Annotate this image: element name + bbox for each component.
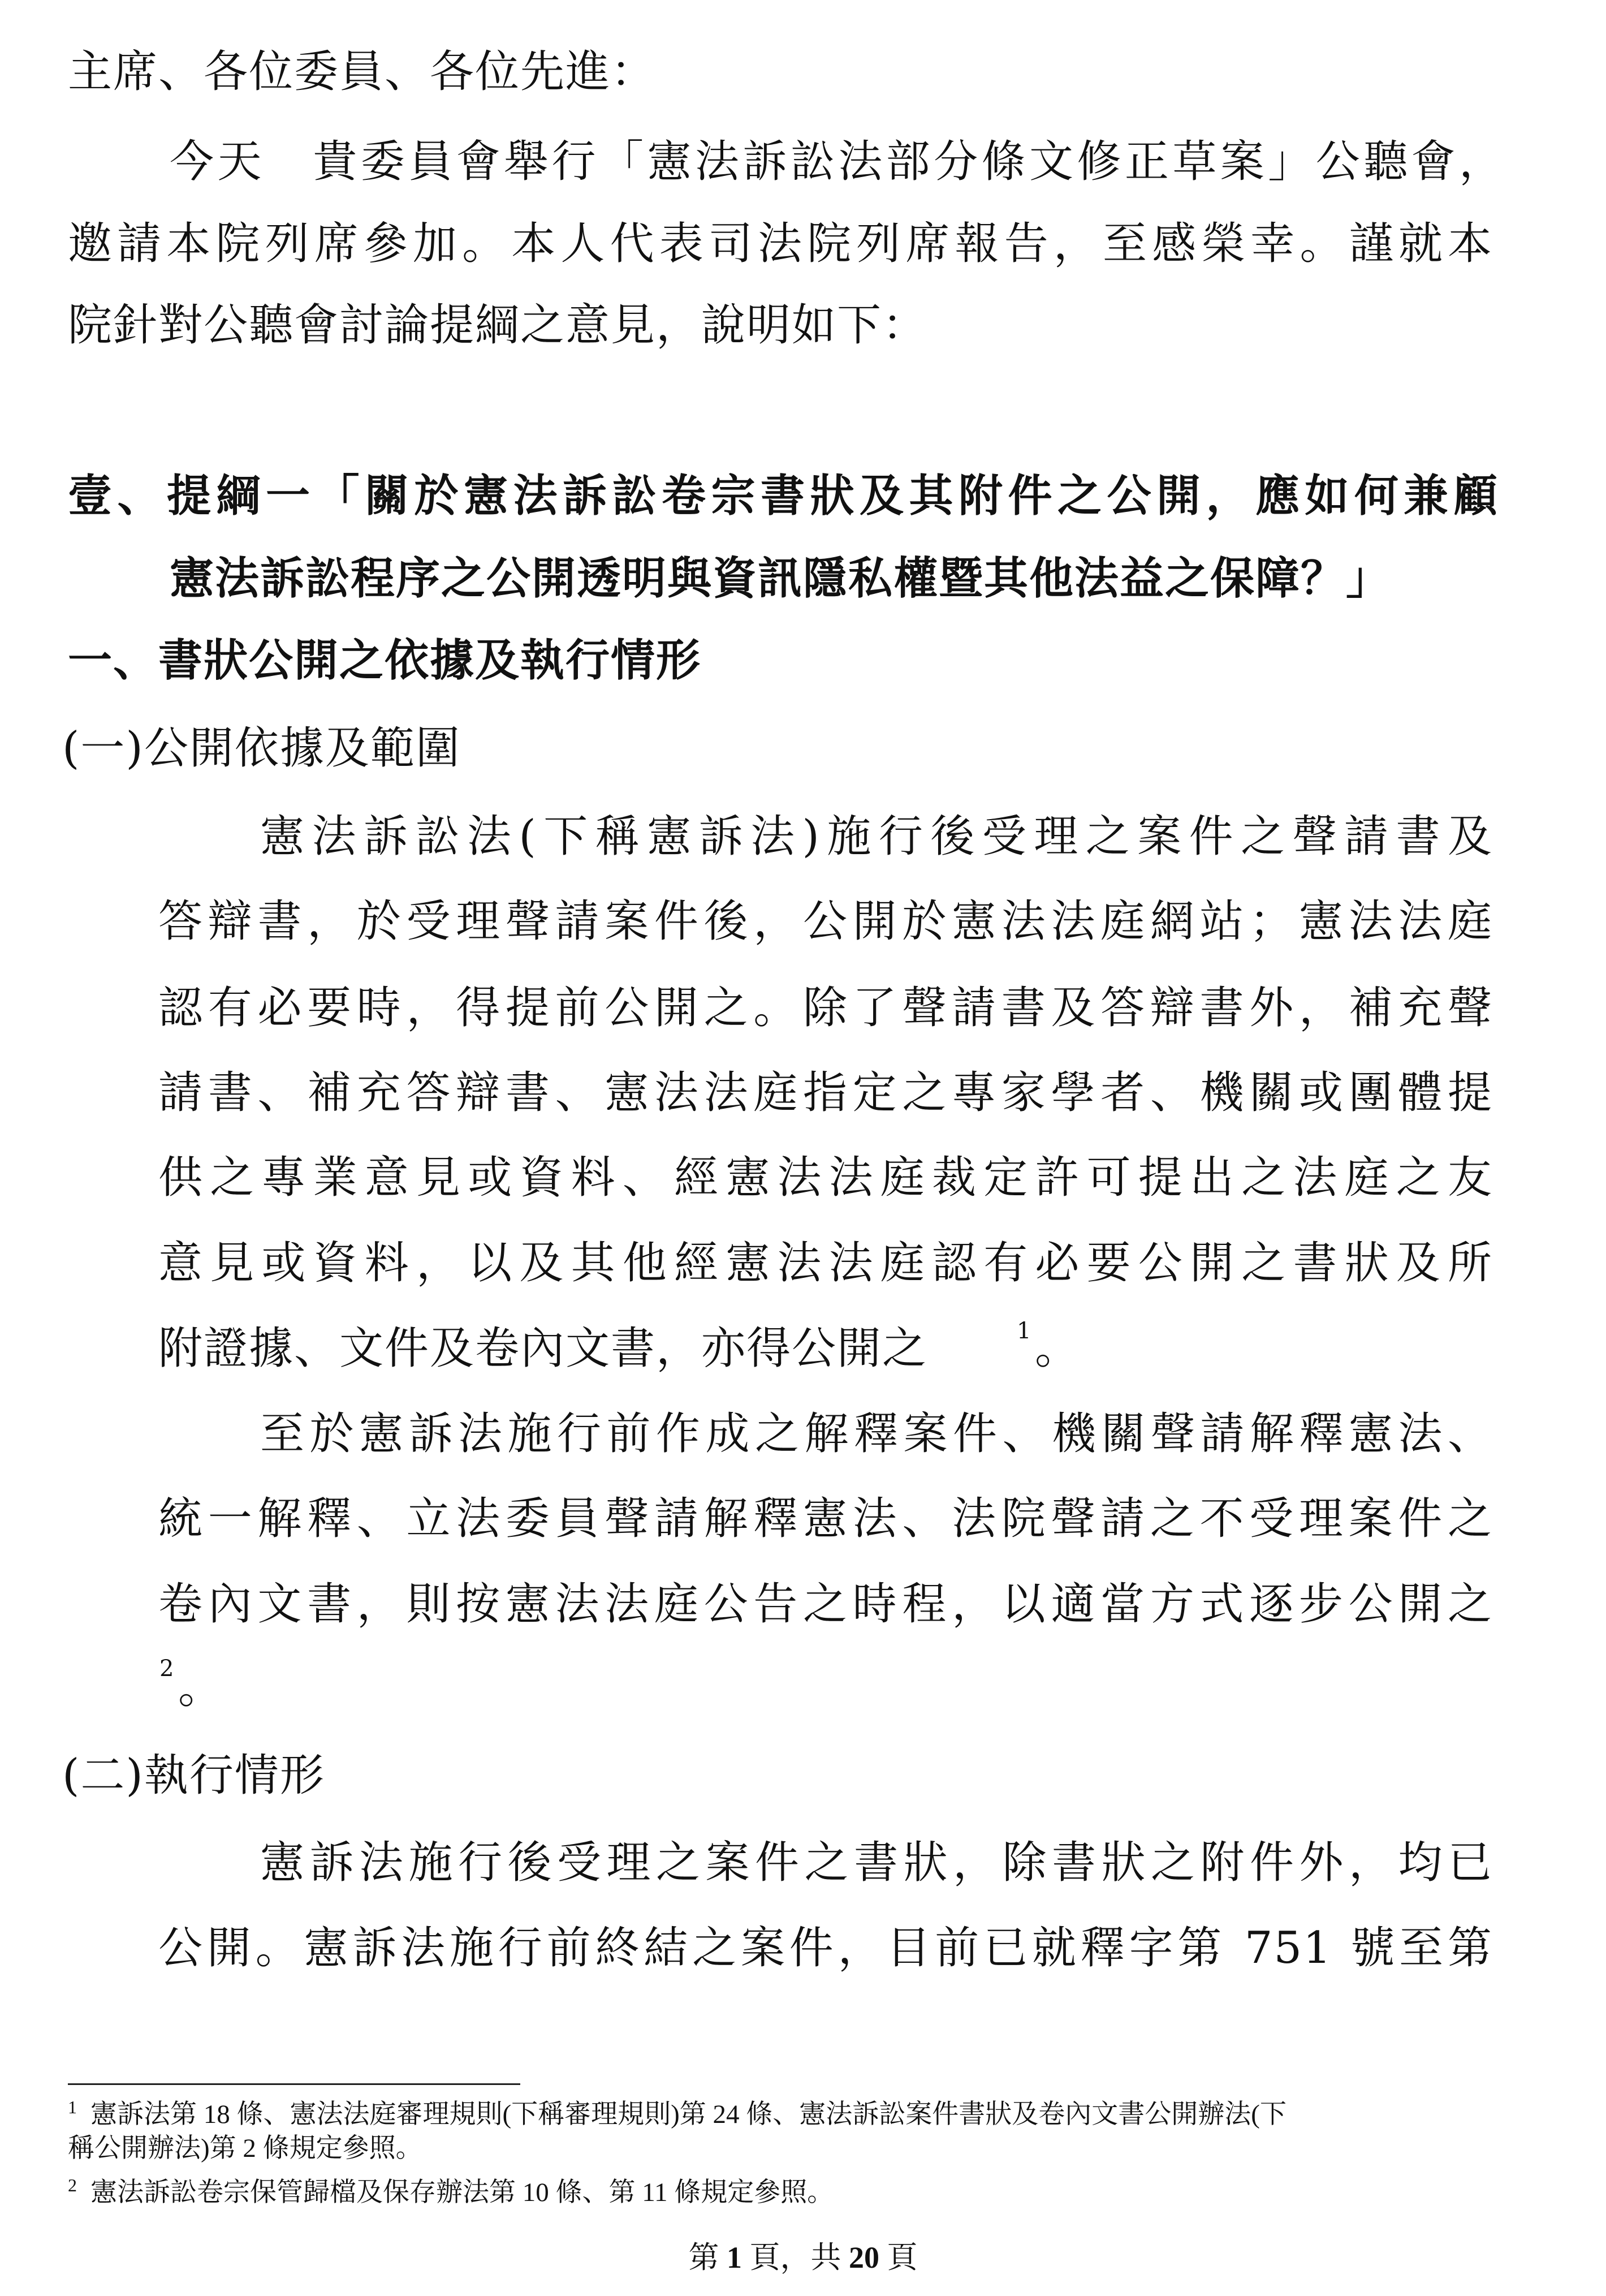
- para2-line-2: 統一解釋、立法委員聲請解釋憲法、法院聲請之不受理案件之: [158, 1493, 1493, 1544]
- footnote-1-line-2: 稱公開辦法)第 2 條規定參照。: [68, 2134, 422, 2163]
- para1-line-2: 答辯書，於受理聲請案件後，公開於憲法法庭網站；憲法法庭: [158, 896, 1493, 947]
- footer-total-pages: 20: [849, 2241, 879, 2275]
- para1-line-7: 附證據、文件及卷內文書，亦得公開之: [158, 1323, 928, 1374]
- para2-line-3: 卷內文書，則按憲法法庭公告之時程，以適當方式逐步公開之: [158, 1579, 1493, 1630]
- para1-line-5: 供之專業意見或資料、經憲法法庭裁定許可提出之法庭之友: [158, 1152, 1493, 1203]
- footer-current-page: 1: [727, 2241, 742, 2275]
- item2-heading: (二)執行情形: [62, 1750, 325, 1801]
- para1-line-6: 意見或資料，以及其他經憲法法庭認有必要公開之書狀及所: [158, 1238, 1493, 1289]
- footer-prefix: 第: [688, 2241, 727, 2275]
- footnote-1-line-1: 憲訴法第 18 條、憲法法庭審理規則(下稱審理規則)第 24 條、憲法訴訟案件書狀及卷內文書公開辦法(下: [90, 2100, 1286, 2129]
- salutation: 主席、各位委員、各位先進：: [68, 46, 657, 97]
- para1-line-4: 請書、補充答辯書、憲法法庭指定之專家學者、機關或團體提: [158, 1067, 1493, 1118]
- intro-line-2: 邀請本院列席參加。本人代表司法院列席報告，至感榮幸。謹就本: [68, 218, 1493, 269]
- item1-heading: (一)公開依據及範圍: [62, 723, 461, 774]
- para3-line-2: 公開。憲訴法施行前終結之案件，目前已就釋字第 751 號至第: [158, 1923, 1493, 1974]
- para2-line-1: 至於憲訴法施行前作成之解釋案件、機關聲請解釋憲法、: [260, 1408, 1493, 1459]
- footnote-separator: [68, 2083, 520, 2085]
- intro-line-1: 今天 貴委員會舉行「憲法訴訟法部分條文修正草案」公聽會，: [170, 136, 1504, 187]
- section-heading-line-2: 憲法訴訟程序之公開透明與資訊隱私權暨其他法益之保障？」: [170, 553, 1392, 604]
- subsection-heading: 一、書狀公開之依據及執行情形: [68, 635, 702, 686]
- para1-line-1: 憲法訴訟法(下稱憲訴法)施行後受理之案件之聲請書及: [260, 811, 1493, 862]
- section-heading-line-1: 壹、提綱一「關於憲法訴訟卷宗書狀及其附件之公開，應如何兼顧: [68, 470, 1499, 522]
- footnote-ref-2[interactable]: 2: [159, 1656, 174, 1682]
- intro-line-3: 院針對公聽會討論提綱之意見，說明如下：: [68, 300, 928, 351]
- footnote-2-line-1: 憲法訴訟卷宗保管歸檔及保存辦法第 10 條、第 11 條規定參照。: [90, 2178, 834, 2207]
- para3-line-1: 憲訴法施行後受理之案件之書狀，除書狀之附件外，均已: [260, 1837, 1493, 1888]
- footer-middle: 頁，共: [742, 2241, 849, 2275]
- footnote-mark-2: 2: [68, 2175, 77, 2195]
- para1-line-3: 認有必要時，得提前公開之。除了聲請書及答辯書外，補充聲: [158, 983, 1493, 1033]
- footer-suffix: 頁: [879, 2241, 918, 2275]
- para1-end-punct: 。: [1035, 1323, 1081, 1374]
- page-number-footer: [0, 2242, 1606, 2273]
- footnote-ref-1[interactable]: 1: [1017, 1318, 1031, 1344]
- para2-end-punct: 。: [178, 1662, 224, 1713]
- footnote-mark-1: 1: [68, 2097, 77, 2117]
